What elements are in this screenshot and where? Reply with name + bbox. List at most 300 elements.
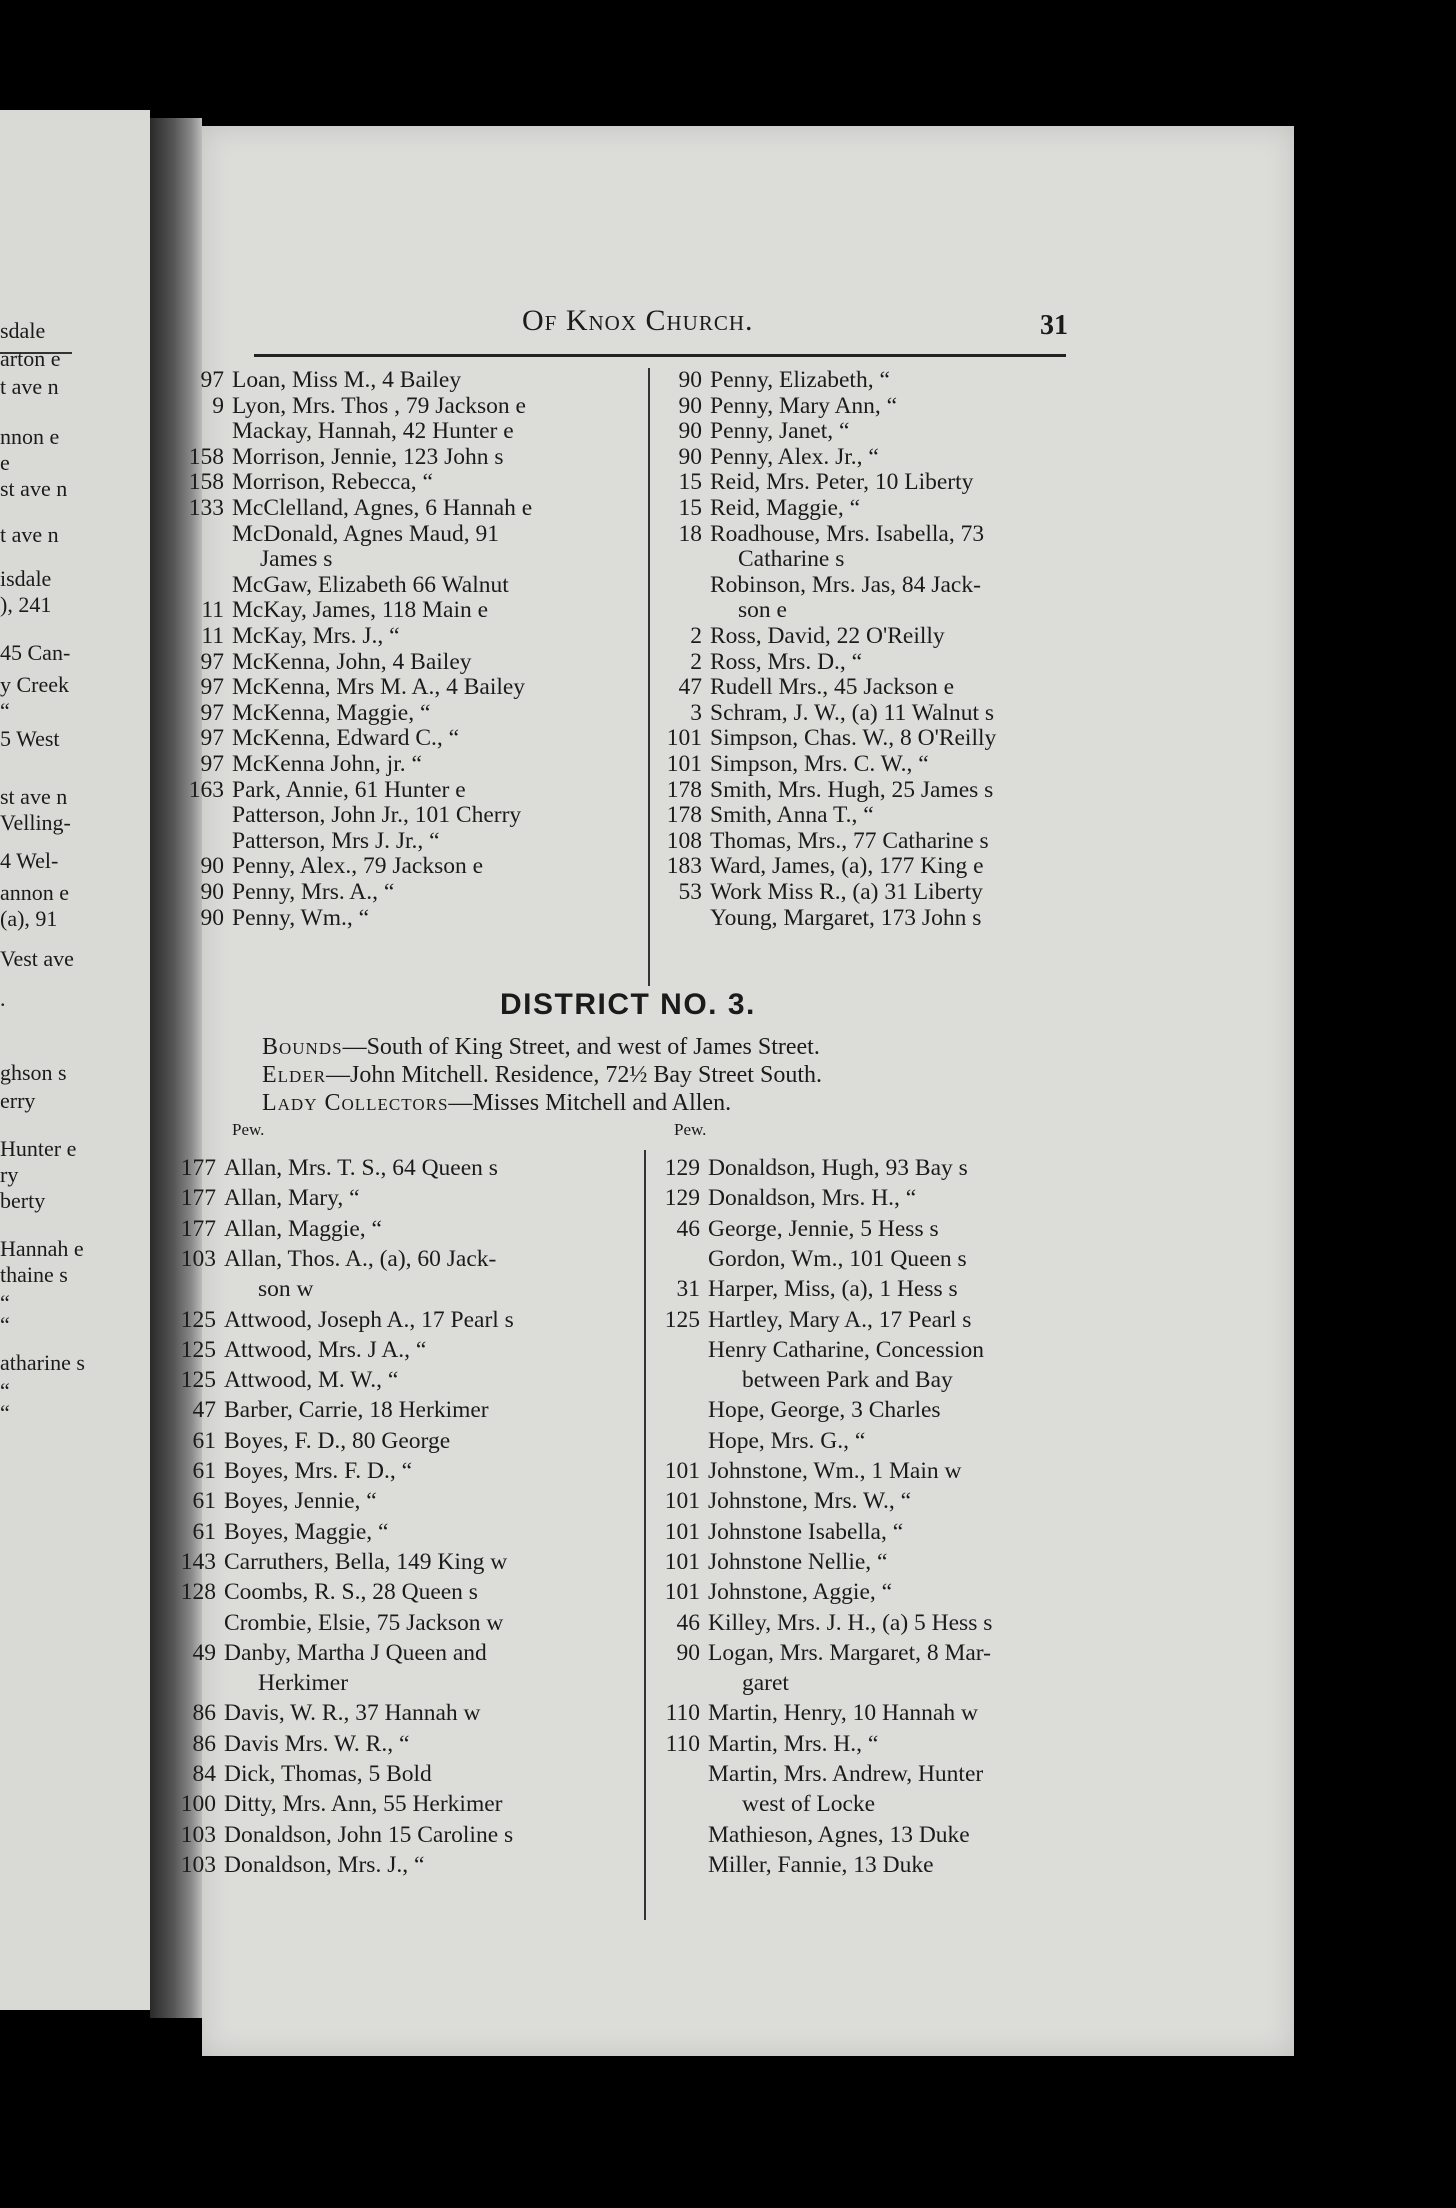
- collectors-text: —Misses Mitchell and Allen.: [448, 1090, 732, 1116]
- member-entry: McKenna, Edward C., “: [232, 725, 460, 752]
- pew-number: [658, 1247, 708, 1272]
- pew-entry: [658, 1520, 903, 1545]
- member-entry: Hartley, Mary A., 17 Pearl s: [708, 1306, 972, 1333]
- member-entry: Martin, Mrs. H., “: [708, 1730, 879, 1757]
- member-entry: Allan, Mrs. T. S., 64 Queen s: [224, 1155, 498, 1181]
- facing-page-fragment: 5 West: [0, 726, 60, 751]
- pew-entry: [182, 778, 466, 803]
- pew-number: 129: [664, 1155, 700, 1181]
- pew-entry: [658, 1429, 865, 1454]
- pew-entry: [658, 1641, 991, 1666]
- pew-number: 31: [676, 1276, 700, 1303]
- pew-entry: [174, 1217, 382, 1242]
- member-entry: McKenna John, jr. “: [232, 751, 422, 777]
- pew-entry: [182, 419, 514, 444]
- pew-number: [174, 1611, 224, 1636]
- pew-entry: [660, 906, 981, 931]
- pew-number: 101: [664, 1488, 700, 1515]
- running-header: Of Knox Church.: [522, 304, 754, 337]
- member-entry: Penny, Alex. Jr., “: [710, 443, 879, 470]
- pew-number: 46: [676, 1609, 700, 1636]
- pew-entry: [182, 598, 488, 623]
- member-entry: Johnstone, Wm., 1 Main w: [708, 1458, 962, 1484]
- member-entry: Miller, Fannie, 13 Duke: [708, 1851, 934, 1878]
- member-entry: Attwood, Mrs. J A., “: [224, 1336, 427, 1363]
- facing-page-fragment: arton e: [0, 346, 61, 371]
- pew-entry: [174, 1732, 409, 1757]
- facing-page-fragment: erry: [0, 1088, 36, 1113]
- pew-number: 97: [200, 674, 224, 701]
- member-entry: Donaldson, Mrs. H., “: [708, 1185, 917, 1212]
- pew-entry: [660, 394, 897, 419]
- elder-line: [262, 1062, 822, 1089]
- pew-entry: [182, 726, 459, 751]
- member-entry: Schram, J. W., (a) 11 Walnut s: [710, 699, 994, 726]
- pew-number: 2: [690, 648, 702, 675]
- pew-number: 100: [180, 1791, 216, 1818]
- pew-entry: [660, 573, 981, 598]
- pew-number: 2: [690, 623, 702, 649]
- pew-number: 178: [666, 776, 702, 803]
- member-entry: Park, Annie, 61 Hunter e: [232, 776, 466, 803]
- pew-entry: [182, 650, 472, 675]
- pew-entry: [660, 701, 994, 726]
- pew-number: 125: [664, 1306, 700, 1333]
- pew-entry: [174, 1489, 377, 1514]
- bounds-label: Bounds: [262, 1034, 343, 1060]
- member-entry: Gordon, Wm., 101 Queen s: [708, 1245, 967, 1272]
- pew-number: 101: [666, 751, 702, 777]
- pew-entry: [174, 1398, 489, 1423]
- pew-number: 133: [188, 495, 224, 521]
- member-entry: Donaldson, Mrs. J., “: [224, 1851, 425, 1878]
- member-entry: Crombie, Elsie, 75 Jackson w: [224, 1609, 504, 1636]
- pew-number: 97: [200, 699, 224, 726]
- member-entry: McGaw, Elizabeth 66 Walnut: [232, 571, 509, 598]
- pew-number: [660, 573, 710, 598]
- book-page: [180, 126, 1294, 2056]
- pew-number: [182, 522, 232, 547]
- pew-entry: [174, 1792, 503, 1817]
- member-entry: Reid, Maggie, “: [710, 495, 861, 521]
- pew-entry: [660, 880, 983, 905]
- elder-label: Elder: [262, 1062, 327, 1088]
- facing-page-fragment: y Creek: [0, 672, 70, 697]
- pew-number: [182, 573, 232, 598]
- member-entry: Boyes, Mrs. F. D., “: [224, 1458, 413, 1484]
- pew-entry: [658, 1550, 887, 1575]
- elder-text: —John Mitchell. Residence, 72½ Bay Street South.: [326, 1062, 822, 1088]
- pew-entry: [174, 1459, 412, 1484]
- pew-number: 90: [200, 904, 224, 931]
- member-entry: Loan, Miss M., 4 Bailey: [232, 367, 462, 393]
- pew-number: 18: [678, 520, 702, 547]
- pew-entry: [660, 778, 993, 803]
- pew-entry: [174, 1277, 314, 1302]
- pew-entry: [658, 1308, 971, 1333]
- pew-number: [658, 1823, 708, 1848]
- facing-page-fragment: st ave n: [0, 476, 68, 501]
- member-entry: Robinson, Mrs. Jas, 84 Jack-: [710, 571, 981, 598]
- pew-number: [658, 1792, 708, 1817]
- member-entry: Penny, Elizabeth, “: [710, 367, 890, 393]
- facing-page-fragment: annon e: [0, 880, 70, 905]
- pew-number: 125: [180, 1306, 216, 1333]
- pew-number: [658, 1338, 708, 1363]
- pew-number: 128: [180, 1579, 216, 1606]
- member-entry: Attwood, M. W., “: [224, 1367, 399, 1394]
- pew-number: 125: [180, 1336, 216, 1363]
- pew-number: 177: [180, 1215, 216, 1242]
- pew-entry: [660, 496, 860, 521]
- member-entry: James s: [260, 546, 333, 573]
- pew-number: 103: [180, 1851, 216, 1878]
- pew-entry: [660, 419, 849, 444]
- pew-number: 90: [200, 853, 224, 880]
- pew-entry: [174, 1156, 498, 1181]
- facing-page-fragment: ry: [0, 1162, 19, 1187]
- member-entry: Attwood, Joseph A., 17 Pearl s: [224, 1306, 514, 1333]
- member-entry: Smith, Anna T., “: [710, 802, 874, 829]
- member-entry: Henry Catharine, Concession: [708, 1336, 985, 1363]
- bounds-line: [262, 1034, 820, 1061]
- member-entry: Patterson, John Jr., 101 Cherry: [232, 802, 522, 829]
- member-entry: Johnstone Nellie, “: [708, 1548, 888, 1575]
- pew-number: 11: [201, 623, 224, 649]
- member-entry: Thomas, Mrs., 77 Catharine s: [710, 827, 989, 854]
- pew-number: 61: [192, 1488, 216, 1515]
- member-entry: Boyes, Jennie, “: [224, 1488, 377, 1515]
- pew-entry: [658, 1671, 789, 1696]
- member-entry: Killey, Mrs. J. H., (a) 5 Hess s: [708, 1609, 993, 1636]
- member-entry: Dick, Thomas, 5 Bold: [224, 1761, 432, 1787]
- pew-number: 61: [192, 1458, 216, 1484]
- pew-entry: [658, 1792, 875, 1817]
- member-entry: Penny, Wm., “: [232, 904, 370, 931]
- pew-entry: [658, 1701, 978, 1726]
- pew-entry: [182, 624, 400, 649]
- member-entry: Barber, Carrie, 18 Herkimer: [224, 1397, 489, 1424]
- pew-entry: [174, 1550, 507, 1575]
- pew-entry: [182, 854, 483, 879]
- pew-entry: [660, 470, 973, 495]
- pew-number: [658, 1368, 708, 1393]
- pew-number: [660, 547, 710, 572]
- facing-page-fragment: 4 Wel-: [0, 848, 59, 873]
- member-entry: Penny, Janet, “: [710, 418, 850, 445]
- member-entry: Allan, Mary, “: [224, 1185, 360, 1212]
- page-number: 31: [1040, 310, 1068, 341]
- member-entry: Ross, David, 22 O'Reilly: [710, 623, 945, 649]
- pew-number: 125: [180, 1367, 216, 1394]
- pew-entry: [182, 470, 433, 495]
- pew-number: 101: [664, 1548, 700, 1575]
- facing-page-fragment: “: [0, 1312, 10, 1337]
- facing-page-edge: [0, 110, 150, 2010]
- member-entry: George, Jennie, 5 Hess s: [708, 1215, 939, 1242]
- pew-entry: [660, 598, 787, 623]
- pew-entry: [174, 1186, 360, 1211]
- member-entry: Young, Margaret, 173 John s: [710, 904, 982, 931]
- pew-number: 178: [666, 802, 702, 829]
- facing-page-fragment: Hannah e: [0, 1236, 84, 1261]
- pew-entry: [182, 880, 394, 905]
- pew-number: 90: [678, 443, 702, 470]
- pew-entry: [182, 573, 509, 598]
- facing-page-fragment: Vest ave: [0, 946, 74, 971]
- pew-number: 129: [664, 1185, 700, 1212]
- member-entry: Allan, Maggie, “: [224, 1215, 382, 1242]
- pew-entry: [182, 522, 499, 547]
- member-entry: Johnstone, Mrs. W., “: [708, 1488, 912, 1515]
- pew-entry: [658, 1823, 970, 1848]
- member-entry: McKenna, Maggie, “: [232, 699, 431, 726]
- facing-page-fragment: “: [0, 698, 10, 723]
- member-entry: Penny, Alex., 79 Jackson e: [232, 853, 484, 880]
- pew-number: 15: [678, 495, 702, 521]
- pew-entry: [174, 1671, 348, 1696]
- pew-entry: [658, 1489, 911, 1514]
- collectors-label: Lady Collectors: [262, 1090, 449, 1116]
- pew-entry: [658, 1611, 992, 1636]
- district-heading: DISTRICT NO. 3.: [500, 988, 756, 1021]
- facing-page-fragment: t ave n: [0, 374, 59, 399]
- member-entry: Simpson, Mrs. C. W., “: [710, 751, 929, 777]
- pew-entry: [658, 1459, 962, 1484]
- pew-entry: [658, 1368, 953, 1393]
- pew-entry: [174, 1368, 398, 1393]
- pew-entry: [660, 803, 874, 828]
- pew-entry: [660, 726, 996, 751]
- pew-number: 90: [200, 879, 224, 905]
- member-entry: garet: [742, 1670, 789, 1697]
- member-entry: Hope, Mrs. G., “: [708, 1427, 866, 1454]
- bounds-text: —South of King Street, and west of James Street.: [342, 1034, 820, 1060]
- pew-number: 101: [666, 725, 702, 752]
- pew-entry: [658, 1338, 984, 1363]
- member-entry: Herkimer: [258, 1670, 349, 1697]
- member-entry: Catharine s: [738, 546, 845, 573]
- pew-entry: [660, 675, 954, 700]
- pew-number: 86: [192, 1730, 216, 1757]
- pew-number: 90: [676, 1639, 700, 1666]
- member-entry: McKenna, Mrs M. A., 4 Bailey: [232, 674, 526, 701]
- pew-entry: [174, 1247, 496, 1272]
- pew-entry: [658, 1762, 983, 1787]
- member-entry: Boyes, F. D., 80 George: [224, 1427, 451, 1454]
- pew-number: [658, 1762, 708, 1787]
- pew-entry: [660, 854, 984, 879]
- pew-number: 47: [192, 1397, 216, 1424]
- member-entry: between Park and Bay: [742, 1367, 953, 1394]
- pew-number: 53: [678, 879, 702, 905]
- pew-entry: [658, 1277, 958, 1302]
- pew-number: 49: [192, 1639, 216, 1666]
- pew-number: [658, 1398, 708, 1423]
- member-entry: McKay, James, 118 Main e: [232, 597, 489, 624]
- pew-entry: [658, 1186, 916, 1211]
- pew-number: 101: [664, 1458, 700, 1484]
- facing-page-fragment: isdale: [0, 566, 52, 591]
- member-entry: Boyes, Maggie, “: [224, 1518, 389, 1545]
- pew-number: 108: [666, 827, 702, 854]
- member-entry: Ross, Mrs. D., “: [710, 648, 863, 675]
- member-entry: Morrison, Jennie, 123 John s: [232, 443, 504, 470]
- pew-entry: [658, 1580, 892, 1605]
- pew-number: 110: [665, 1730, 700, 1757]
- facing-page-fragment: ghson s: [0, 1060, 67, 1085]
- pew-number: [182, 829, 232, 854]
- pew-number: 101: [664, 1579, 700, 1606]
- pew-number: [174, 1671, 224, 1696]
- pew-entry: [182, 675, 525, 700]
- pew-label-left: Pew.: [232, 1120, 265, 1139]
- pew-number: 90: [678, 418, 702, 445]
- pew-entry: [182, 829, 440, 854]
- pew-number: [174, 1277, 224, 1302]
- member-entry: Danby, Martha J Queen and: [224, 1639, 487, 1666]
- pew-entry: [658, 1217, 939, 1242]
- pew-number: 11: [201, 597, 224, 624]
- member-entry: McClelland, Agnes, 6 Hannah e: [232, 495, 533, 521]
- facing-page-fragment: sdale: [0, 318, 46, 343]
- pew-number: 9: [212, 392, 224, 419]
- pew-number: [182, 803, 232, 828]
- pew-entry: [658, 1732, 878, 1757]
- member-entry: Allan, Thos. A., (a), 60 Jack-: [224, 1245, 497, 1272]
- pew-label-right: Pew.: [674, 1120, 707, 1139]
- pew-entry: [660, 368, 890, 393]
- pew-entry: [660, 445, 879, 470]
- pew-entry: [174, 1641, 487, 1666]
- pew-number: 3: [690, 699, 702, 726]
- member-entry: Harper, Miss, (a), 1 Hess s: [708, 1276, 958, 1303]
- facing-page-fragment: nnon e: [0, 424, 60, 449]
- pew-number: [658, 1429, 708, 1454]
- pew-entry: [174, 1429, 450, 1454]
- pew-entry: [658, 1156, 968, 1181]
- pew-number: 103: [180, 1245, 216, 1272]
- facing-page-fragment: .: [0, 986, 6, 1011]
- member-entry: son e: [738, 597, 787, 624]
- member-entry: Logan, Mrs. Margaret, 8 Mar-: [708, 1639, 991, 1666]
- pew-number: 97: [200, 367, 224, 393]
- pew-entry: [658, 1853, 934, 1878]
- pew-number: 110: [665, 1700, 700, 1727]
- member-entry: Hope, George, 3 Charles: [708, 1397, 941, 1424]
- pew-number: 177: [180, 1155, 216, 1181]
- pew-number: 61: [192, 1427, 216, 1454]
- pew-number: 61: [192, 1518, 216, 1545]
- member-entry: Johnstone, Aggie, “: [708, 1579, 893, 1606]
- member-entry: Rudell Mrs., 45 Jackson e: [710, 674, 955, 701]
- facing-page-fragment: atharine s: [0, 1350, 85, 1375]
- member-entry: Mathieson, Agnes, 13 Duke: [708, 1821, 970, 1848]
- member-entry: Morrison, Rebecca, “: [232, 469, 433, 496]
- facing-page-fragment: Velling-: [0, 810, 71, 835]
- pew-number: [658, 1853, 708, 1878]
- pew-entry: [658, 1247, 967, 1272]
- pew-entry: [182, 368, 461, 393]
- member-entry: McKenna, John, 4 Bailey: [232, 648, 472, 675]
- facing-page-fragment: 45 Can-: [0, 640, 71, 665]
- collectors-line: [262, 1090, 731, 1117]
- member-entry: Davis, W. R., 37 Hannah w: [224, 1700, 481, 1727]
- pew-entry: [174, 1823, 513, 1848]
- pew-number: 158: [188, 443, 224, 470]
- member-entry: Martin, Mrs. Andrew, Hunter: [708, 1761, 984, 1787]
- pew-entry: [182, 547, 332, 572]
- pew-number: 143: [180, 1548, 216, 1575]
- pew-number: 103: [180, 1821, 216, 1848]
- pew-entry: [660, 522, 984, 547]
- member-entry: Reid, Mrs. Peter, 10 Liberty: [710, 469, 974, 496]
- pew-entry: [660, 547, 844, 572]
- pew-entry: [660, 829, 989, 854]
- member-entry: Carruthers, Bella, 149 King w: [224, 1548, 508, 1575]
- pew-entry: [660, 752, 929, 777]
- pew-entry: [182, 496, 532, 521]
- pew-number: [660, 598, 710, 623]
- pew-number: 86: [192, 1700, 216, 1727]
- facing-page-fragment: (a), 91: [0, 906, 58, 931]
- pew-number: 101: [664, 1518, 700, 1545]
- pew-entry: [174, 1853, 424, 1878]
- pew-number: 15: [678, 469, 702, 496]
- facing-page-fragment: st ave n: [0, 784, 68, 809]
- facing-page-fragment: t ave n: [0, 522, 59, 547]
- facing-page-fragment: thaine s: [0, 1262, 68, 1287]
- pew-number: 97: [200, 648, 224, 675]
- facing-page-fragment: “: [0, 1400, 10, 1425]
- member-entry: Johnstone Isabella, “: [708, 1518, 904, 1545]
- member-entry: Donaldson, John 15 Caroline s: [224, 1821, 514, 1848]
- pew-entry: [182, 445, 504, 470]
- pew-entry: [174, 1520, 388, 1545]
- pew-entry: [174, 1308, 514, 1333]
- pew-entry: [174, 1580, 478, 1605]
- pew-entry: [182, 803, 521, 828]
- pew-number: 97: [200, 751, 224, 777]
- pew-entry: [174, 1701, 481, 1726]
- pew-number: [182, 419, 232, 444]
- member-entry: Davis Mrs. W. R., “: [224, 1730, 410, 1757]
- pew-number: 90: [678, 367, 702, 393]
- member-entry: Martin, Henry, 10 Hannah w: [708, 1700, 978, 1727]
- member-entry: son w: [258, 1276, 314, 1303]
- member-entry: Coombs, R. S., 28 Queen s: [224, 1579, 478, 1606]
- member-entry: Smith, Mrs. Hugh, 25 James s: [710, 776, 994, 803]
- column-divider-2: [644, 1150, 646, 1920]
- member-entry: Simpson, Chas. W., 8 O'Reilly: [710, 725, 997, 752]
- pew-number: 47: [678, 674, 702, 701]
- column-divider: [648, 368, 650, 986]
- facing-page-fragment: Hunter e: [0, 1136, 77, 1161]
- pew-entry: [182, 752, 422, 777]
- member-entry: Lyon, Mrs. Thos , 79 Jackson e: [232, 392, 526, 419]
- facing-page-fragment: berty: [0, 1188, 46, 1213]
- member-entry: west of Locke: [742, 1791, 876, 1818]
- member-entry: Ward, James, (a), 177 King e: [710, 853, 984, 880]
- member-entry: Patterson, Mrs J. Jr., “: [232, 827, 440, 854]
- pew-number: 84: [192, 1761, 216, 1787]
- pew-number: 97: [200, 725, 224, 752]
- facing-page-fragment: ), 241: [0, 592, 52, 617]
- member-entry: Donaldson, Hugh, 93 Bay s: [708, 1155, 968, 1181]
- pew-entry: [660, 650, 862, 675]
- pew-number: 46: [676, 1215, 700, 1242]
- pew-number: 163: [188, 776, 224, 803]
